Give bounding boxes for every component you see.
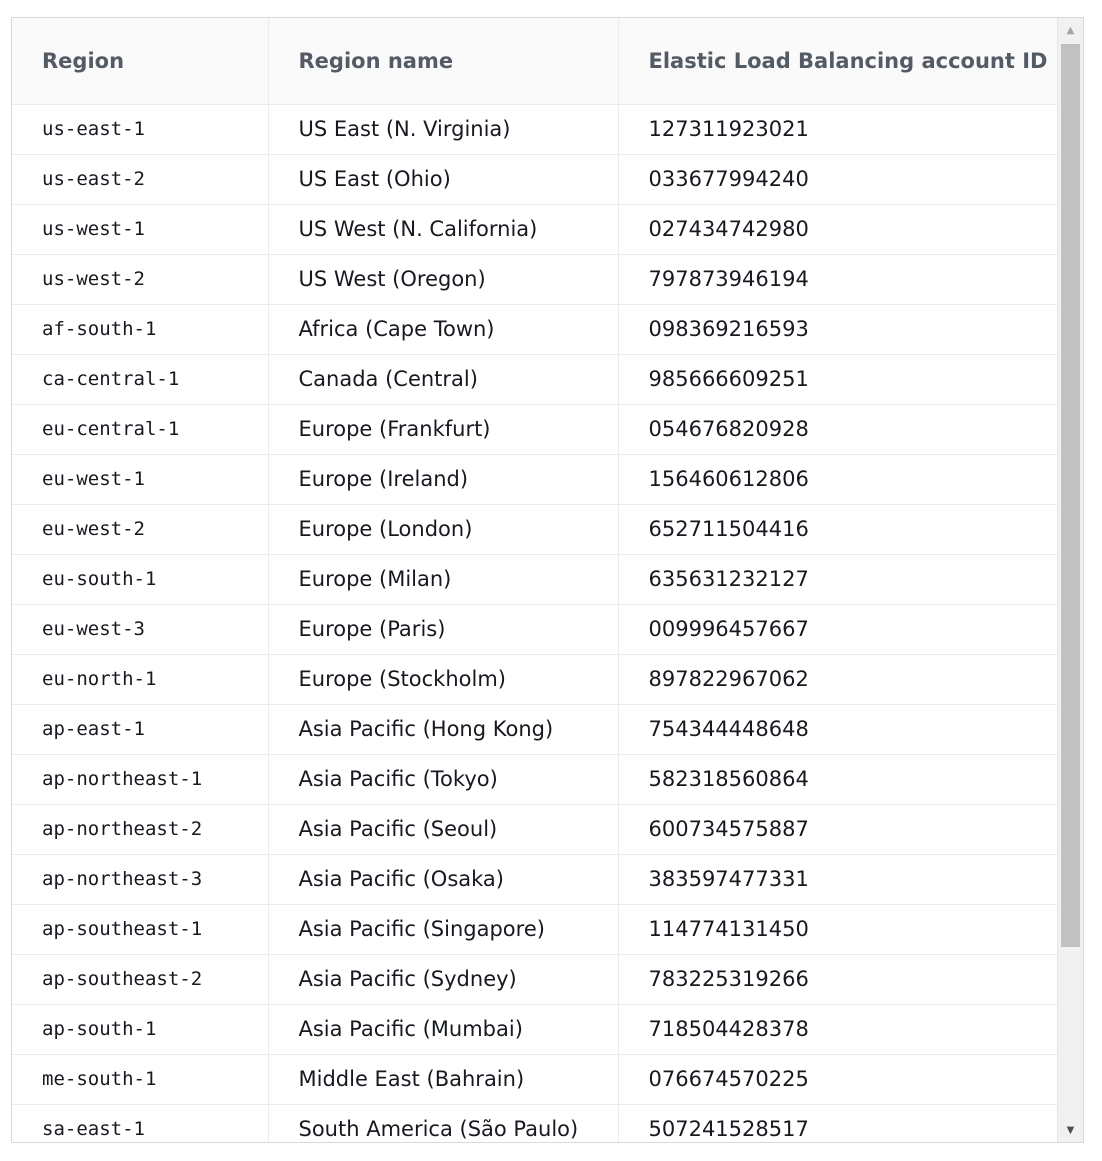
region-name-cell: Asia Pacific (Seoul)	[268, 804, 618, 854]
region-name-cell: Africa (Cape Town)	[268, 304, 618, 354]
region-name-cell: Europe (London)	[268, 504, 618, 554]
region-name-cell: US East (N. Virginia)	[268, 104, 618, 154]
column-header-region-name: Region name	[268, 18, 618, 104]
account-id-cell: 985666609251	[618, 354, 1057, 404]
account-id-cell: 600734575887	[618, 804, 1057, 854]
account-id-cell: 383597477331	[618, 854, 1057, 904]
table-header	[12, 18, 1057, 104]
region-code-cell: eu-south-1	[12, 554, 268, 604]
region-code-cell: eu-west-2	[12, 504, 268, 554]
vertical-scrollbar[interactable]	[1057, 18, 1083, 1142]
table-row	[12, 304, 1057, 354]
region-name-cell: Europe (Ireland)	[268, 454, 618, 504]
region-name-cell: US West (Oregon)	[268, 254, 618, 304]
region-code-cell: us-east-2	[12, 154, 268, 204]
region-code-cell: us-west-2	[12, 254, 268, 304]
table-row	[12, 404, 1057, 454]
region-code-cell: eu-west-3	[12, 604, 268, 654]
region-code-cell: sa-east-1	[12, 1104, 268, 1142]
scrollbar-thumb[interactable]	[1061, 44, 1080, 947]
region-name-cell: Europe (Frankfurt)	[268, 404, 618, 454]
table-row	[12, 104, 1057, 154]
account-id-cell: 718504428378	[618, 1004, 1057, 1054]
region-name-cell: Canada (Central)	[268, 354, 618, 404]
region-name-cell: Europe (Paris)	[268, 604, 618, 654]
region-code-cell: ap-southeast-2	[12, 954, 268, 1004]
region-name-cell: Asia Pacific (Hong Kong)	[268, 704, 618, 754]
region-name-cell: South America (São Paulo)	[268, 1104, 618, 1142]
region-name-cell: Asia Pacific (Tokyo)	[268, 754, 618, 804]
account-id-cell: 783225319266	[618, 954, 1057, 1004]
table-scroll-viewport[interactable]	[12, 18, 1057, 1142]
table-row	[12, 204, 1057, 254]
region-code-cell: eu-north-1	[12, 654, 268, 704]
region-account-table	[12, 18, 1057, 1142]
region-code-cell: af-south-1	[12, 304, 268, 354]
table-row	[12, 804, 1057, 854]
table-row	[12, 504, 1057, 554]
account-id-cell: 033677994240	[618, 154, 1057, 204]
region-name-cell: Europe (Milan)	[268, 554, 618, 604]
account-id-cell: 582318560864	[618, 754, 1057, 804]
region-code-cell: ap-southeast-1	[12, 904, 268, 954]
account-id-cell: 635631232127	[618, 554, 1057, 604]
region-name-cell: Asia Pacific (Mumbai)	[268, 1004, 618, 1054]
region-name-cell: Asia Pacific (Osaka)	[268, 854, 618, 904]
region-name-cell: Asia Pacific (Sydney)	[268, 954, 618, 1004]
account-id-cell: 098369216593	[618, 304, 1057, 354]
table-row	[12, 904, 1057, 954]
region-code-cell: ca-central-1	[12, 354, 268, 404]
table-row	[12, 954, 1057, 1004]
table-row	[12, 254, 1057, 304]
scroll-up-arrow-icon[interactable]: ▲	[1066, 24, 1075, 36]
scroll-down-arrow-icon[interactable]: ▼	[1066, 1124, 1075, 1136]
region-code-cell: eu-west-1	[12, 454, 268, 504]
region-code-cell: ap-northeast-3	[12, 854, 268, 904]
region-code-cell: eu-central-1	[12, 404, 268, 454]
table-row	[12, 654, 1057, 704]
account-id-cell: 127311923021	[618, 104, 1057, 154]
region-name-cell: US West (N. California)	[268, 204, 618, 254]
account-id-cell: 507241528517	[618, 1104, 1057, 1142]
region-code-cell: ap-south-1	[12, 1004, 268, 1054]
table-row	[12, 154, 1057, 204]
region-code-cell: us-east-1	[12, 104, 268, 154]
column-header-region: Region	[12, 18, 268, 104]
region-name-cell: Europe (Stockholm)	[268, 654, 618, 704]
region-code-cell: ap-northeast-1	[12, 754, 268, 804]
region-account-table-container	[11, 17, 1084, 1143]
column-header-account-id: Elastic Load Balancing account ID	[618, 18, 1057, 104]
table-row	[12, 754, 1057, 804]
account-id-cell: 009996457667	[618, 604, 1057, 654]
table-row	[12, 1054, 1057, 1104]
account-id-cell: 156460612806	[618, 454, 1057, 504]
region-name-cell: Middle East (Bahrain)	[268, 1054, 618, 1104]
table-row	[12, 854, 1057, 904]
account-id-cell: 652711504416	[618, 504, 1057, 554]
table-row	[12, 554, 1057, 604]
region-code-cell: me-south-1	[12, 1054, 268, 1104]
account-id-cell: 114774131450	[618, 904, 1057, 954]
table-row	[12, 354, 1057, 404]
table-row	[12, 704, 1057, 754]
account-id-cell: 897822967062	[618, 654, 1057, 704]
region-code-cell: ap-east-1	[12, 704, 268, 754]
region-name-cell: Asia Pacific (Singapore)	[268, 904, 618, 954]
table-row	[12, 454, 1057, 504]
account-id-cell: 754344448648	[618, 704, 1057, 754]
region-code-cell: ap-northeast-2	[12, 804, 268, 854]
account-id-cell: 076674570225	[618, 1054, 1057, 1104]
account-id-cell: 027434742980	[618, 204, 1057, 254]
region-name-cell: US East (Ohio)	[268, 154, 618, 204]
region-code-cell: us-west-1	[12, 204, 268, 254]
table-row	[12, 604, 1057, 654]
table-row	[12, 1004, 1057, 1054]
table-header-row	[12, 18, 1057, 104]
table-row	[12, 1104, 1057, 1142]
account-id-cell: 054676820928	[618, 404, 1057, 454]
table-body	[12, 104, 1057, 1142]
account-id-cell: 797873946194	[618, 254, 1057, 304]
